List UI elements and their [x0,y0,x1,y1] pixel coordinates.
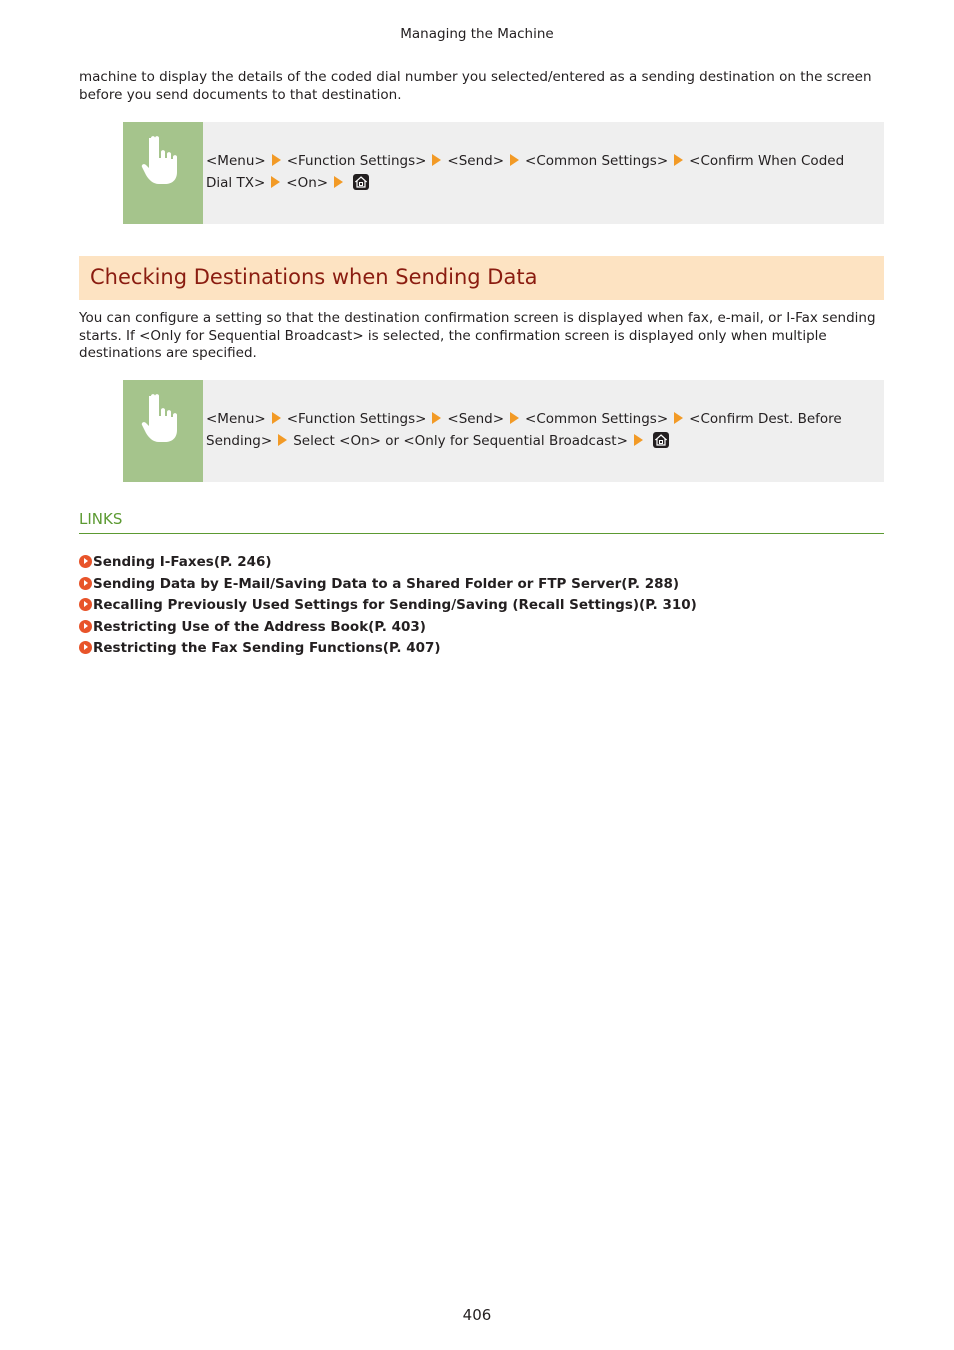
arrow-right-icon [278,434,287,446]
step-label: <Function Settings> [286,411,427,427]
home-key-icon [653,432,669,448]
arrow-right-icon [510,412,519,424]
step-label: <Send> [447,411,505,427]
steps-text [206,150,866,194]
step-label: <Send> [447,153,505,169]
operation-steps-box [123,380,884,482]
link-item[interactable] [79,595,697,617]
arrow-right-icon [272,412,281,424]
step-label: <Common Settings> [525,411,669,427]
link-item[interactable] [79,552,697,574]
link-arrow-icon [79,577,92,590]
arrow-right-icon [432,412,441,424]
link-item[interactable] [79,638,697,660]
link-arrow-icon [79,598,92,611]
arrow-right-icon [272,154,281,166]
arrow-right-icon [432,154,441,166]
link-arrow-icon [79,555,92,568]
links-heading: LINKS [79,510,884,534]
link-arrow-icon [79,641,92,654]
link-text[interactable]: Recalling Previously Used Settings for Sending/Saving (Recall Settings)(P. 310) [93,597,697,613]
operation-steps-box [123,122,884,224]
step-label: Select <On> or <Only for Sequential Broadcast> [293,433,628,449]
link-text[interactable]: Sending I-Faxes(P. 246) [93,554,272,570]
step-label: <On> [286,175,329,191]
home-key-icon [353,174,369,190]
pointing-hand-icon [137,392,187,452]
arrow-right-icon [634,434,643,446]
hand-panel [123,122,203,224]
section-title: Checking Destinations when Sending Data [90,265,538,289]
hand-panel [123,380,203,482]
page-header-title: Managing the Machine [400,26,554,42]
intro-paragraph: machine to display the details of the coded dial number you selected/entered as a sending destination on the screen before you send documents to that destination. [79,69,872,103]
link-item[interactable] [79,574,697,596]
link-text[interactable]: Restricting Use of the Address Book(P. 403) [93,618,426,635]
section-heading-bar [79,256,884,300]
step-label: <Menu> [206,153,266,169]
arrow-right-icon [271,176,280,188]
step-label: <Function Settings> [286,153,427,169]
arrow-right-icon [510,154,519,166]
arrow-right-icon [334,176,343,188]
pointing-hand-icon [137,134,187,194]
link-text[interactable]: Sending Data by E-Mail/Saving Data to a Shared Folder or FTP Server(P. 288) [93,575,680,592]
step-label: <Menu> [206,411,266,427]
steps-text [206,408,866,452]
link-item[interactable] [79,617,697,639]
arrow-right-icon [674,154,683,166]
arrow-right-icon [674,412,683,424]
links-list [79,552,697,660]
page-number: 406 [462,1306,492,1324]
step-label: <Common Settings> [525,153,669,169]
step-label: <Confirm When Coded Dial TX> [206,153,845,191]
section-body-paragraph: You can configure a setting so that the destination confirmation screen is displayed when fax, e-mail, or I-Fax sending starts. If <Only for Sequential Broadcast> is selected, the confirmation screen is displayed only when multiple destinations are specified. [79,310,876,361]
link-text[interactable]: Restricting the Fax Sending Functions(P. 407) [93,640,441,656]
step-label: <Confirm Dest. Before Sending> [206,411,842,449]
link-arrow-icon [79,620,92,633]
